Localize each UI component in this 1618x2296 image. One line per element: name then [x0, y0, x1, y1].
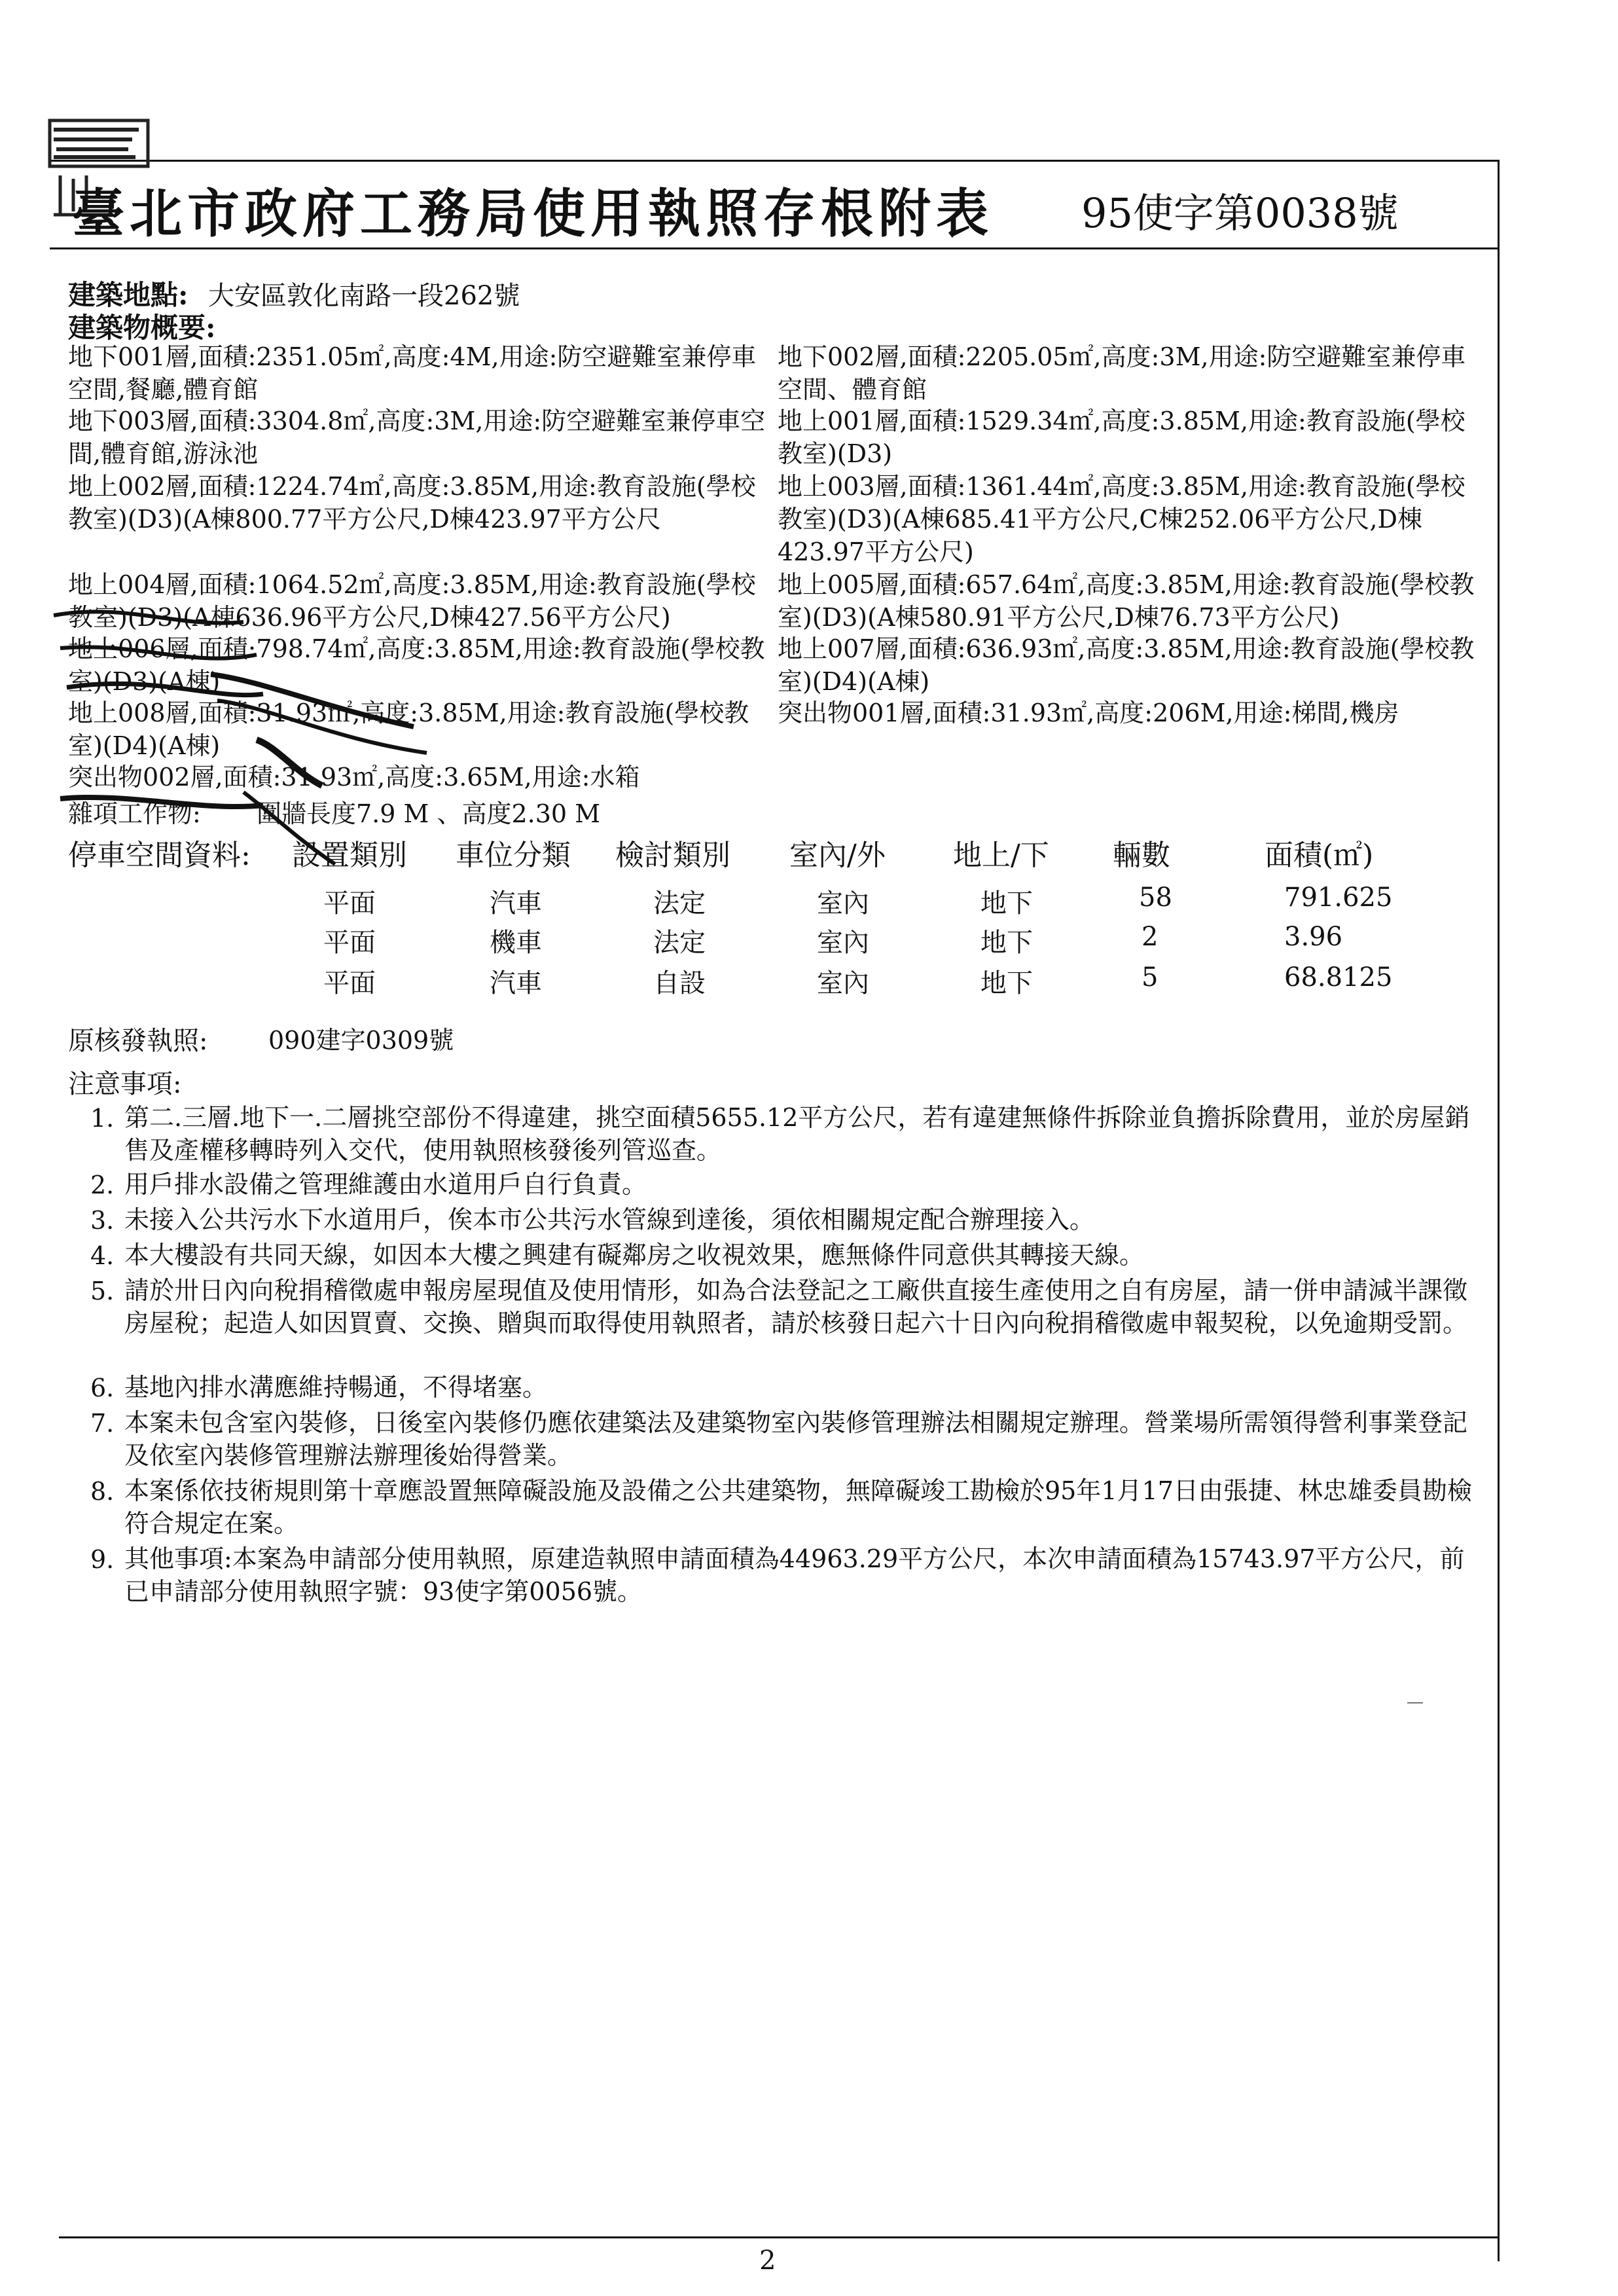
parking-r2-review: 法定	[653, 928, 706, 958]
parking-r2-vehicle: 機車	[490, 928, 542, 958]
misc-value: 圍牆長度7.9 M 、高度2.30 M	[257, 799, 601, 828]
note-5-number: 5.	[90, 1277, 115, 1305]
note-3: 未接入公共污水下水道用戶，俟本市公共污水管線到達後，須依相關規定配合辦理接入。	[124, 1205, 1095, 1234]
note-8: 本案係依技術規則第十章應設置無障礙設施及設備之公共建築物，無障礙竣工勘檢於95年1月17日由張捷、林忠雄委員勘檢符合規定在案。	[124, 1476, 1472, 1538]
floor-b1: 地下001層,面積:2351.05㎡,高度:4M,用途:防空避難室兼停車空間,餐廳,體育館	[68, 342, 757, 404]
note-9-number: 9.	[90, 1545, 115, 1574]
notes-label: 注意事項:	[68, 1069, 182, 1099]
parking-header-count: 輛數	[1113, 839, 1170, 872]
original-permit-label: 原核發執照:	[68, 1026, 208, 1056]
parking-r3-count: 5	[1142, 962, 1159, 993]
note-9: 其他事項:本案為申請部分使用執照，原建造執照申請面積為44963.29平方公尺，本次申請面積為15743.97平方公尺，前已申請部分使用執照字號：93使字第0056號。	[124, 1544, 1465, 1606]
parking-r2-count: 2	[1142, 922, 1159, 952]
frame-right-line	[1498, 160, 1500, 2261]
frame-bottom-line	[59, 2236, 1498, 2238]
parking-header-level: 地上/下	[953, 839, 1049, 872]
parking-r1-vehicle: 汽車	[490, 888, 542, 919]
note-1: 第二.三層.地下一.二層挑空部份不得違建，挑空面積5655.12平方公尺，若有違建無條件拆除並負擔拆除費用，並於房屋銷售及產權移轉時列入交代，使用執照核發後列管巡查。	[124, 1103, 1470, 1165]
parking-r2-type: 平面	[323, 928, 376, 958]
page-number: 2	[759, 2246, 776, 2276]
note-2: 用戶排水設備之管理維護由水道用戶自行負責。	[124, 1170, 647, 1199]
parking-r3-review: 自設	[653, 968, 706, 998]
parking-header-area: 面積(㎡)	[1265, 839, 1374, 872]
floor-5f: 地上005層,面積:657.64㎡,高度:3.85M,用途:教育設施(學校教室)(D3)(A棟580.91平方公尺,D棟76.73平方公尺)	[778, 570, 1475, 632]
parking-r1-indoor: 室內	[817, 888, 869, 919]
parking-r3-level: 地下	[980, 968, 1033, 998]
parking-r2-indoor: 室內	[817, 928, 869, 958]
parking-r1-review: 法定	[653, 888, 706, 919]
note-1-number: 1.	[90, 1104, 115, 1133]
floor-8f: 地上008層,面積:31.93㎡,高度:3.85M,用途:教育設施(學校教室)(D4)(A棟)	[68, 699, 749, 760]
note-4-number: 4.	[90, 1241, 115, 1270]
parking-r1-level: 地下	[980, 888, 1033, 919]
parking-r1-type: 平面	[323, 888, 376, 919]
note-4: 本大樓設有共同天線，如因本大樓之興建有礙鄰房之收視效果，應無條件同意供其轉接天線。	[124, 1241, 1145, 1269]
floor-b2: 地下002層,面積:2205.05㎡,高度:3M,用途:防空避難室兼停車空間、體育館	[778, 342, 1466, 404]
header-divider	[50, 247, 1498, 249]
floor-1f: 地上001層,面積:1529.34㎡,高度:3.85M,用途:教育設施(學校教室)(D3)	[778, 407, 1465, 468]
parking-header-review: 檢討類別	[615, 839, 730, 872]
floor-3f: 地上003層,面積:1361.44㎡,高度:3.85M,用途:教育設施(學校教室)(D3)(A棟685.41平方公尺,C棟252.06平方公尺,D棟423.97平方公尺)	[778, 472, 1465, 566]
floor-4f: 地上004層,面積:1064.52㎡,高度:3.85M,用途:教育設施(學校教室)(D3)(A棟636.96平方公尺,D棟427.56平方公尺)	[68, 570, 756, 632]
parking-r3-area: 68.8125	[1284, 962, 1393, 993]
frame-top-line	[50, 160, 1498, 162]
parking-header-vehicle: 車位分類	[456, 839, 571, 872]
parking-header-type: 設置類別	[292, 839, 407, 872]
parking-r1-area: 791.625	[1284, 883, 1393, 913]
parking-r2-level: 地下	[980, 928, 1033, 958]
roof-2: 突出物002層,面積:31.93㎡,高度:3.65M,用途:水箱	[68, 763, 640, 792]
floor-b3: 地下003層,面積:3304.8㎡,高度:3M,用途:防空避難室兼停車空間,體育館,游泳池	[68, 407, 766, 468]
original-permit-value: 090建字0309號	[268, 1026, 454, 1055]
overview-label: 建築物概要:	[68, 312, 216, 344]
parking-r3-indoor: 室內	[817, 968, 869, 998]
note-2-number: 2.	[90, 1171, 115, 1199]
parking-r3-vehicle: 汽車	[490, 968, 542, 998]
page-title: 臺北市政府工務局使用執照存根附表	[72, 183, 994, 244]
site-value: 大安區敦化南路一段262號	[208, 281, 520, 311]
parking-label: 停車空間資料:	[68, 839, 251, 872]
note-6: 基地內排水溝應維持暢通，不得堵塞。	[124, 1373, 548, 1402]
floor-6f: 地上006層,面積:798.74㎡,高度:3.85M,用途:教育設施(學校教室)(D3)(A棟)	[68, 634, 765, 696]
parking-header-indoor: 室內/外	[789, 839, 886, 872]
stray-mark	[1407, 1702, 1423, 1704]
note-8-number: 8.	[90, 1477, 115, 1506]
note-5: 請於卅日內向稅捐稽徵處申報房屋現值及使用情形，如為合法登記之工廠供直接生產使用之自有房屋，請一併申請減半課徵房屋稅；起造人如因買賣、交換、贈與而取得使用執照者，請於核發日起六十日內向稅捐稽徵處申報契稅，以免逾期受罰。	[124, 1276, 1468, 1338]
parking-r1-count: 58	[1139, 883, 1172, 913]
note-6-number: 6.	[90, 1374, 115, 1402]
note-7-number: 7.	[90, 1409, 115, 1438]
parking-r2-area: 3.96	[1284, 922, 1343, 952]
site-label: 建築地點:	[68, 279, 189, 311]
floor-7f: 地上007層,面積:636.93㎡,高度:3.85M,用途:教育設施(學校教室)(D4)(A棟)	[778, 634, 1475, 696]
misc-label: 雜項工作物:	[68, 799, 201, 828]
note-7: 本案未包含室內裝修，日後室內裝修仍應依建築法及建築物室內裝修管理辦法相關規定辦理。營業場所需領得營利事業登記及依室內裝修管理辦法辦理後始得營業。	[124, 1408, 1468, 1470]
floor-2f: 地上002層,面積:1224.74㎡,高度:3.85M,用途:教育設施(學校教室)(D3)(A棟800.77平方公尺,D棟423.97平方公尺	[68, 472, 756, 534]
note-3-number: 3.	[90, 1206, 115, 1235]
roof-1: 突出物001層,面積:31.93㎡,高度:206M,用途:梯間,機房	[778, 699, 1399, 727]
parking-r3-type: 平面	[323, 968, 376, 998]
permit-number: 95使字第0038號	[1081, 189, 1399, 237]
